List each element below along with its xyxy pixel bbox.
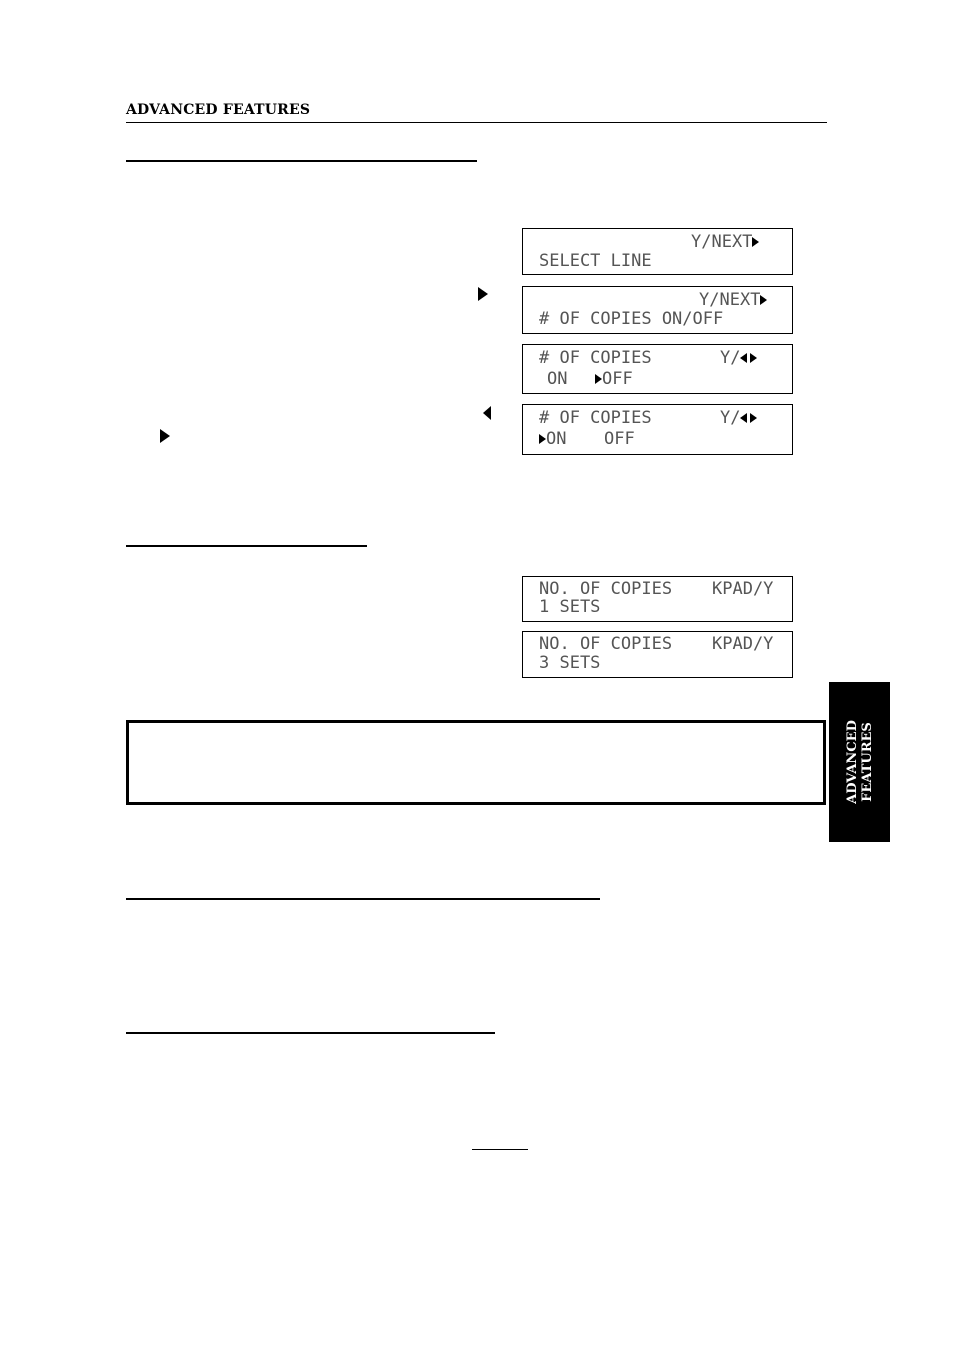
- section-rule-1: [126, 160, 477, 162]
- page-header-title: ADVANCED FEATURES: [126, 102, 311, 118]
- lcd-text: KPAD/Y: [712, 579, 774, 599]
- right-arrow-icon: [478, 287, 488, 301]
- lcd-text: NO. OF COPIES: [539, 634, 673, 654]
- side-tab: [829, 682, 890, 842]
- section-rule-4: [126, 1032, 495, 1034]
- lcd-select-line: [522, 228, 793, 275]
- lcd-text: KPAD/Y: [712, 634, 774, 654]
- right-arrow-icon: [595, 374, 602, 384]
- right-arrow-icon: [160, 429, 170, 443]
- lcd-copies-toggle: [522, 286, 793, 334]
- lcd-text: SELECT LINE: [539, 251, 652, 271]
- lcd-text: 1 SETS: [539, 597, 601, 617]
- lcd-text: OFF: [602, 369, 633, 389]
- lcd-copies-on: [522, 404, 793, 455]
- note-box: [126, 720, 826, 805]
- left-arrow-icon: [740, 353, 747, 363]
- right-arrow-icon: [539, 434, 546, 444]
- lcd-text: # OF COPIES: [539, 348, 652, 368]
- lcd-text: Y/NEXT: [691, 232, 753, 252]
- right-arrow-icon: [750, 413, 757, 423]
- right-arrow-icon: [750, 353, 757, 363]
- lcd-text: 3 SETS: [539, 653, 601, 673]
- section-rule-3: [126, 898, 600, 900]
- footnote-rule: [472, 1149, 528, 1150]
- lcd-text: Y/: [720, 348, 741, 368]
- lcd-text: Y/: [720, 408, 741, 428]
- section-rule-2: [126, 545, 367, 547]
- lcd-text: NO. OF COPIES: [539, 579, 673, 599]
- lcd-text: ON: [546, 429, 567, 449]
- side-tab-line: FEATURES: [859, 722, 875, 802]
- right-arrow-icon: [752, 237, 759, 247]
- lcd-text: OFF: [604, 429, 635, 449]
- lcd-text: # OF COPIES ON/OFF: [539, 309, 724, 329]
- lcd-copies-1: [522, 576, 793, 622]
- lcd-copies-off: [522, 344, 793, 394]
- lcd-text: ON: [547, 369, 568, 389]
- lcd-copies-3: [522, 631, 793, 678]
- side-tab-label: [845, 720, 875, 804]
- lcd-text: Y/NEXT: [699, 290, 761, 310]
- header-rule: [126, 122, 827, 123]
- left-arrow-icon: [483, 406, 491, 420]
- right-arrow-icon: [760, 295, 767, 305]
- left-arrow-icon: [740, 413, 747, 423]
- lcd-text: # OF COPIES: [539, 408, 652, 428]
- side-tab-line: ADVANCED: [844, 720, 860, 804]
